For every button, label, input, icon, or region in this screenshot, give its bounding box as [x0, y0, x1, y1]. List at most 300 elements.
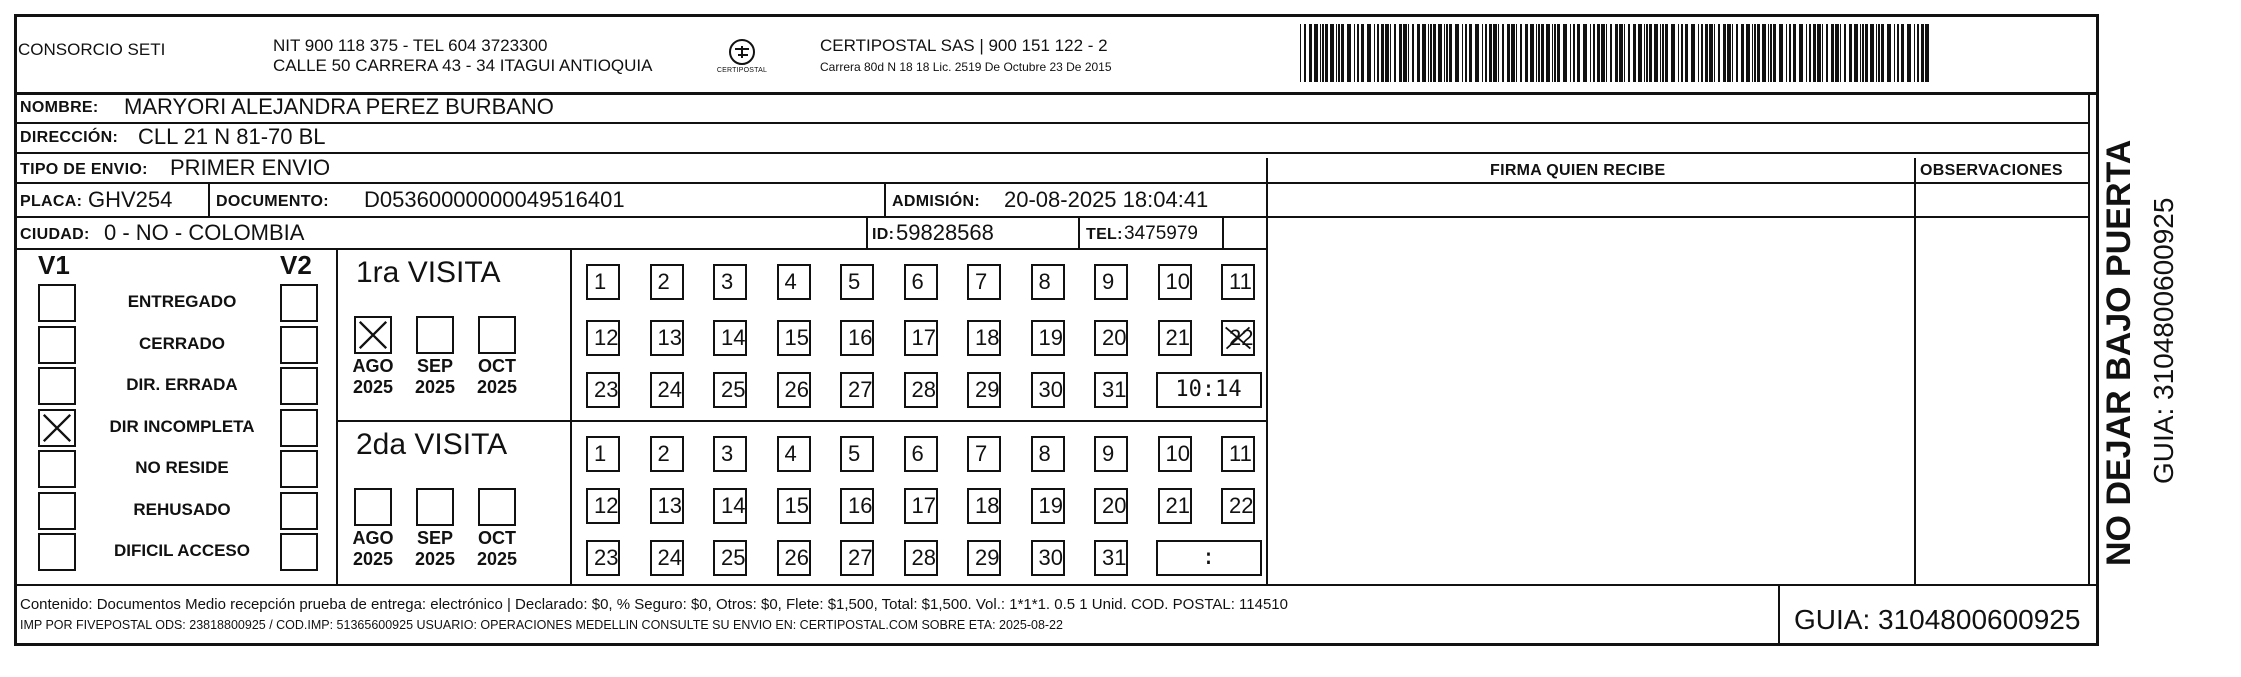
barcode-bar — [1665, 24, 1668, 82]
barcode-bar — [1619, 24, 1623, 82]
barcode-bar — [1601, 24, 1605, 82]
barcode-bar — [1691, 24, 1695, 82]
day-number: 14 — [721, 325, 746, 350]
barcode-bar — [1446, 24, 1448, 82]
month-checkbox[interactable] — [354, 488, 392, 526]
barcode-bar — [1779, 24, 1783, 82]
logo-text: CERTIPOSTAL — [716, 67, 768, 74]
day-box[interactable] — [840, 264, 874, 300]
barcode-bar — [1469, 24, 1472, 82]
barcode-bar — [1638, 24, 1642, 82]
day-box[interactable] — [967, 436, 1001, 472]
barcode-bar — [1793, 24, 1796, 82]
divider — [14, 182, 2088, 184]
barcode-bar — [1671, 24, 1675, 82]
barcode-bar — [1831, 24, 1834, 82]
barcode-bar — [1773, 24, 1776, 82]
v1-label: V1 — [38, 250, 70, 280]
v1-checkbox[interactable] — [38, 492, 76, 530]
v1-checkbox[interactable] — [38, 409, 76, 447]
day-box[interactable] — [1158, 488, 1192, 524]
barcode-bar — [1768, 24, 1769, 82]
day-box[interactable] — [713, 436, 747, 472]
day-number: 21 — [1165, 493, 1190, 518]
barcode-bar — [1736, 24, 1738, 82]
day-number: 26 — [784, 545, 809, 570]
day-number: 20 — [1102, 493, 1127, 518]
barcode-bar — [1408, 24, 1409, 82]
time-box[interactable]: : — [1156, 540, 1262, 576]
day-number: 27 — [848, 377, 873, 402]
barcode-bar — [1341, 24, 1344, 82]
barcode-bar — [1438, 24, 1442, 82]
day-box[interactable] — [967, 540, 1001, 576]
barcode-bar — [1628, 24, 1630, 82]
day-box[interactable] — [1031, 264, 1065, 300]
status-label: CERRADO — [139, 333, 225, 353]
id-label: ID: — [872, 226, 895, 243]
barcode-bar — [1507, 24, 1510, 82]
barcode-bar — [1718, 24, 1720, 82]
barcode-bar — [1399, 24, 1402, 82]
barcode-bar — [1367, 24, 1371, 82]
certipostal-logo-icon — [716, 36, 768, 84]
day-number: 8 — [1038, 441, 1051, 466]
day-box[interactable] — [713, 264, 747, 300]
barcode-bar — [1878, 24, 1880, 82]
day-number: 2 — [657, 269, 670, 294]
nombre-label: NOMBRE: — [20, 99, 99, 116]
day-box[interactable] — [1094, 320, 1128, 356]
barcode-bar — [1624, 24, 1625, 82]
day-number: 24 — [657, 377, 682, 402]
day-number: 25 — [721, 377, 746, 402]
barcode-bar — [1377, 24, 1379, 82]
tipo-envio-label: TIPO DE ENVIO: — [20, 161, 148, 178]
status-label: DIFICIL ACCESO — [113, 541, 250, 560]
divider — [14, 248, 1266, 250]
barcode-bar — [1654, 24, 1658, 82]
barcode-bar — [1835, 24, 1839, 82]
day-box[interactable] — [1094, 264, 1128, 300]
barcode-bar — [1475, 24, 1479, 82]
day-number: 11 — [1229, 441, 1252, 466]
barcode-bar — [1489, 24, 1492, 82]
day-number: 31 — [1102, 377, 1127, 402]
barcode-bar — [1822, 24, 1823, 82]
day-number: 30 — [1038, 377, 1063, 402]
divider — [570, 248, 572, 584]
barcode-bar — [1840, 24, 1841, 82]
day-number: 31 — [1102, 545, 1127, 570]
day-number: 2 — [657, 441, 670, 466]
barcode-bar — [1563, 24, 1567, 82]
day-number: 1 — [594, 441, 607, 466]
day-number: 9 — [1102, 441, 1115, 466]
v1-checkbox[interactable] — [38, 326, 76, 364]
day-box[interactable] — [586, 264, 620, 300]
day-number: 12 — [594, 325, 619, 350]
day-box[interactable] — [713, 488, 747, 524]
day-number: 27 — [848, 545, 873, 570]
barcode-bar — [1546, 24, 1550, 82]
id-value: 59828568 — [896, 220, 994, 245]
barcode-bar — [1894, 24, 1895, 82]
barcode-bar — [1844, 24, 1846, 82]
month-label: SEP 2025 — [414, 528, 456, 569]
barcode-bar — [1662, 24, 1664, 82]
day-box[interactable] — [586, 320, 620, 356]
barcode-bar — [1347, 24, 1351, 82]
status-label: DIR INCOMPLETA — [109, 416, 255, 436]
barcode-bar — [1485, 24, 1487, 82]
barcode-bar — [1394, 24, 1396, 82]
barcode-bar — [1752, 24, 1753, 82]
barcode-bar — [1644, 24, 1645, 82]
barcode-bar — [1412, 24, 1414, 82]
month-checkbox[interactable] — [478, 488, 516, 526]
barcode-bar — [1385, 24, 1389, 82]
day-box[interactable] — [777, 488, 811, 524]
v2-label: V2 — [280, 250, 312, 280]
barcode-bar — [1325, 24, 1328, 82]
barcode-bar — [1374, 24, 1375, 82]
second-visit-title: 2da VISITA — [356, 428, 508, 461]
day-box[interactable] — [840, 320, 874, 356]
day-box[interactable] — [650, 540, 684, 576]
barcode-bar — [1430, 24, 1432, 82]
side-warning: NO DEJAR BAJO PUERTA — [2100, 139, 2138, 566]
barcode-bar — [1557, 24, 1560, 82]
barcode-bar — [1597, 24, 1600, 82]
day-number: 25 — [721, 545, 746, 570]
divider — [1778, 584, 1780, 646]
day-box[interactable] — [713, 320, 747, 356]
day-number: 16 — [848, 325, 873, 350]
barcode-bar — [1338, 24, 1340, 82]
divider — [1222, 216, 1224, 248]
barcode-bar — [1552, 24, 1553, 82]
barcode-bar — [1428, 24, 1429, 82]
status-label: DIR. ERRADA — [126, 375, 238, 394]
barcode-bar — [1465, 24, 1467, 82]
barcode-bar — [1541, 24, 1544, 82]
barcode-bar — [1320, 24, 1321, 82]
month-label: OCT 2025 — [476, 528, 518, 569]
day-number: 6 — [911, 269, 924, 294]
day-number: 29 — [975, 545, 1000, 570]
barcode-bar — [1570, 24, 1571, 82]
carrier-sub: Carrera 80d N 18 18 Lic. 2519 De Octubre 23 De 2015 — [820, 60, 1112, 74]
day-number: 15 — [784, 325, 809, 350]
barcode-bar — [1649, 24, 1652, 82]
barcode-bar — [1516, 24, 1517, 82]
barcode-bar — [1583, 24, 1587, 82]
day-box[interactable] — [1031, 540, 1065, 576]
day-box[interactable] — [1031, 488, 1065, 524]
barcode-bar — [1870, 24, 1874, 82]
day-box[interactable] — [840, 540, 874, 576]
direccion-value: CLL 21 N 81-70 BL — [138, 124, 326, 149]
barcode-bar — [1502, 24, 1504, 82]
ciudad-label: CIUDAD: — [20, 226, 90, 243]
footer-contenido: Contenido: Documentos Medio recepción prueba de entrega: electrónico | Declarado: $0, % Seguro: $0, Otros: $0, Flete: $1,500, Total: $1,500. Vol.: 1*1*1. 0.5 1 Unid. COD. POSTAL: 114510 — [20, 596, 1288, 613]
day-number: 26 — [784, 377, 809, 402]
day-number: 20 — [1102, 325, 1127, 350]
day-number: 10 — [1165, 269, 1190, 294]
day-number: 14 — [721, 493, 746, 518]
day-number: 19 — [1038, 325, 1063, 350]
day-number: 6 — [911, 441, 924, 466]
month-checkbox[interactable] — [354, 316, 392, 354]
day-box[interactable] — [777, 372, 811, 408]
barcode-bar — [1746, 24, 1750, 82]
day-number: 22 — [1229, 493, 1254, 518]
barcode-bar — [1826, 24, 1828, 82]
firma-header: FIRMA QUIEN RECIBE — [1490, 162, 1666, 179]
day-box[interactable] — [840, 372, 874, 408]
barcode-bar — [1681, 24, 1683, 82]
divider — [208, 182, 210, 216]
day-number: 3 — [721, 441, 734, 466]
divider — [1078, 216, 1080, 248]
day-box[interactable] — [586, 436, 620, 472]
barcode-bar — [1530, 24, 1534, 82]
day-number: 23 — [594, 377, 619, 402]
day-box[interactable] — [713, 540, 747, 576]
divider — [336, 248, 338, 584]
tel-value: 3475979 — [1124, 223, 1198, 244]
barcode-bar — [1330, 24, 1334, 82]
barcode-bar — [1887, 24, 1891, 82]
day-box[interactable] — [967, 488, 1001, 524]
day-number: 16 — [848, 493, 873, 518]
barcode-bar — [1817, 24, 1821, 82]
month-label: SEP 2025 — [414, 356, 456, 397]
barcode-bar — [1786, 24, 1787, 82]
day-box[interactable] — [904, 540, 938, 576]
day-box[interactable] — [586, 372, 620, 408]
day-number: 1 — [594, 269, 607, 294]
v1-checkbox[interactable] — [38, 450, 76, 488]
barcode-bar — [1590, 24, 1591, 82]
carrier-line: CERTIPOSTAL SAS | 900 151 122 - 2 — [820, 36, 1108, 55]
day-box[interactable] — [650, 264, 684, 300]
nit-line: NIT 900 118 375 - TEL 604 3723300 — [273, 36, 548, 55]
day-number: 15 — [784, 493, 809, 518]
day-number: 12 — [594, 493, 619, 518]
footer-imp: IMP POR FIVEPOSTAL ODS: 23818800925 / COD.IMP: 51365600925 USUARIO: OPERACIONES MEDELLIN CONSULTE SU ENVIO EN: CERTIPOSTAL.COM SOBRE ETA: 2025-08-22 — [20, 618, 1063, 632]
barcode-bar — [1862, 24, 1864, 82]
barcode-bar — [1357, 24, 1359, 82]
admision-label: ADMISIÓN: — [892, 193, 981, 210]
barcode-bar — [1610, 24, 1612, 82]
day-box[interactable] — [1094, 372, 1128, 408]
day-box[interactable] — [1158, 320, 1192, 356]
day-number: 13 — [657, 493, 682, 518]
month-label: AGO 2025 — [352, 356, 394, 397]
barcode-bar — [1573, 24, 1575, 82]
day-box[interactable] — [650, 436, 684, 472]
day-box[interactable] — [1221, 320, 1255, 356]
day-box[interactable] — [777, 436, 811, 472]
day-box[interactable] — [1158, 264, 1192, 300]
status-label: REHUSADO — [133, 499, 231, 519]
side-guia: GUIA: 3104800600925 — [2148, 197, 2179, 484]
day-number: 13 — [657, 325, 682, 350]
day-number: 8 — [1038, 269, 1051, 294]
day-box[interactable] — [967, 372, 1001, 408]
day-box[interactable] — [1221, 264, 1255, 300]
barcode-bar — [1554, 24, 1556, 82]
barcode-bar — [1314, 24, 1318, 82]
day-box[interactable] — [777, 320, 811, 356]
month-checkbox[interactable] — [416, 488, 454, 526]
barcode-bar — [1678, 24, 1679, 82]
day-box[interactable] — [1094, 436, 1128, 472]
day-box[interactable] — [967, 264, 1001, 300]
month-checkbox[interactable] — [416, 316, 454, 354]
day-number: 5 — [848, 441, 861, 466]
day-box[interactable] — [1031, 372, 1065, 408]
day-box[interactable] — [650, 488, 684, 524]
barcode-bar — [1381, 24, 1384, 82]
barcode-bar — [1860, 24, 1861, 82]
day-box[interactable] — [967, 320, 1001, 356]
day-box[interactable] — [840, 436, 874, 472]
barcode-bar — [1498, 24, 1499, 82]
barcode-bar — [1615, 24, 1618, 82]
v1-checkbox[interactable] — [38, 533, 76, 571]
barcode — [1300, 24, 1936, 82]
day-number: 19 — [1038, 493, 1063, 518]
barcode-bar — [1799, 24, 1803, 82]
day-box[interactable] — [586, 488, 620, 524]
month-label: AGO 2025 — [352, 528, 394, 569]
barcode-bar — [1511, 24, 1515, 82]
day-number: 3 — [721, 269, 734, 294]
day-box[interactable] — [1031, 320, 1065, 356]
month-label: OCT 2025 — [476, 356, 518, 397]
barcode-bar — [1593, 24, 1595, 82]
barcode-bar — [1300, 24, 1301, 82]
day-number: 5 — [848, 269, 861, 294]
divider — [14, 152, 2088, 154]
barcode-bar — [1309, 24, 1312, 82]
day-box[interactable] — [904, 488, 938, 524]
status-label: ENTREGADO — [127, 292, 237, 311]
day-box[interactable] — [904, 320, 938, 356]
barcode-bar — [1354, 24, 1355, 82]
barcode-bar — [1685, 24, 1688, 82]
day-box[interactable] — [650, 372, 684, 408]
barcode-bar — [1881, 24, 1884, 82]
day-box[interactable] — [586, 540, 620, 576]
day-box[interactable] — [1221, 488, 1255, 524]
nombre-value: MARYORI ALEJANDRA PEREZ BURBANO — [124, 94, 554, 119]
barcode-bar — [1577, 24, 1580, 82]
time-box[interactable]: 10:14 — [1156, 372, 1262, 408]
v1-checkbox[interactable] — [38, 284, 76, 322]
divider — [14, 584, 2099, 586]
observaciones-header: OBSERVACIONES — [1920, 162, 2063, 179]
barcode-bar — [1876, 24, 1877, 82]
day-number: 28 — [911, 545, 936, 570]
barcode-bar — [1462, 24, 1463, 82]
barcode-bar — [1538, 24, 1540, 82]
divider — [884, 182, 886, 216]
barcode-bar — [1809, 24, 1811, 82]
day-number: 17 — [911, 325, 936, 350]
barcode-bar — [1444, 24, 1445, 82]
divider — [1266, 158, 1268, 584]
barcode-bar — [1901, 24, 1904, 82]
day-number: 22 — [1229, 325, 1254, 350]
month-checkbox[interactable] — [478, 316, 516, 354]
day-number: 11 — [1229, 269, 1252, 294]
status-label: NO RESIDE — [135, 458, 229, 477]
day-number: 4 — [784, 441, 797, 466]
day-box[interactable] — [1031, 436, 1065, 472]
barcode-bar — [1907, 24, 1911, 82]
day-number: 21 — [1165, 325, 1190, 350]
day-box[interactable] — [650, 320, 684, 356]
day-box[interactable] — [904, 436, 938, 472]
barcode-bar — [1660, 24, 1661, 82]
barcode-bar — [1757, 24, 1760, 82]
day-box[interactable] — [840, 488, 874, 524]
barcode-bar — [1493, 24, 1497, 82]
ciudad-value: 0 - NO - COLOMBIA — [104, 220, 305, 245]
day-box[interactable] — [1094, 540, 1128, 576]
divider — [1914, 158, 1916, 584]
barcode-bar — [1403, 24, 1407, 82]
admision-value: 20-08-2025 18:04:41 — [1004, 187, 1209, 212]
v1-checkbox[interactable] — [38, 367, 76, 405]
placa-label: PLACA: — [20, 193, 83, 210]
barcode-bar — [1449, 24, 1452, 82]
barcode-bar — [1897, 24, 1899, 82]
day-box[interactable] — [713, 372, 747, 408]
day-box[interactable] — [1094, 488, 1128, 524]
barcode-bar — [1723, 24, 1726, 82]
documento-value: D05360000000049516401 — [364, 187, 625, 212]
barcode-bar — [1741, 24, 1744, 82]
day-box[interactable] — [1221, 436, 1255, 472]
day-number: 23 — [594, 545, 619, 570]
day-box[interactable] — [777, 540, 811, 576]
barcode-bar — [1806, 24, 1807, 82]
barcode-bar — [1921, 24, 1924, 82]
barcode-bar — [1646, 24, 1648, 82]
day-box[interactable] — [1158, 436, 1192, 472]
day-box[interactable] — [777, 264, 811, 300]
barcode-bar — [1705, 24, 1708, 82]
barcode-bar — [1770, 24, 1772, 82]
barcode-bar — [1417, 24, 1420, 82]
divider — [14, 216, 2088, 218]
barcode-bar — [1925, 24, 1929, 82]
barcode-bar — [1422, 24, 1426, 82]
barcode-bar — [1732, 24, 1733, 82]
barcode-bar — [1789, 24, 1791, 82]
day-number: 7 — [975, 441, 988, 466]
barcode-bar — [1762, 24, 1766, 82]
footer-guia: GUIA: 3104800600925 — [1794, 604, 2081, 635]
day-box[interactable] — [904, 372, 938, 408]
day-box[interactable] — [904, 264, 938, 300]
day-number: 18 — [975, 493, 1000, 518]
